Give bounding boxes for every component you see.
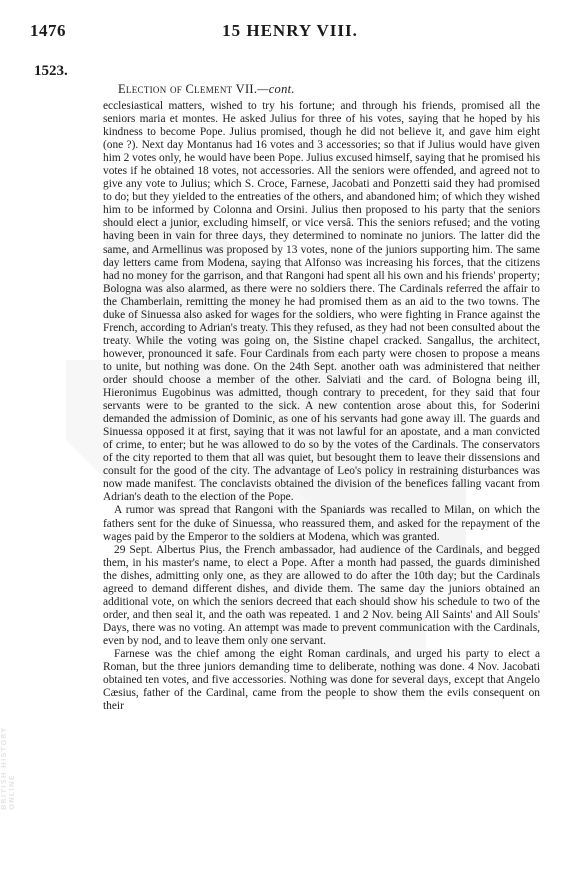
page-number: 1476 bbox=[30, 21, 66, 40]
paragraph: 29 Sept. Albertus Pius, the French ambassador, had audience of the Cardinals, and begged them, in his master's name, to elect a Pope. After a month had passed, the guards diminished the dishes, admitting only one, as they are allowed to do after the 10th day; but the Cardinals agreed to demand different dishes, and divide them. The same day the juniors obtained an additional vote, on which the seniors decreed that each should show his schedule to two of the order, and then seal it, and the oath was repeated. 1 and 2 Nov. being All Saints' and All Souls' Days, there was no voting. An attempt was made to prevent communication with the Cardinals, even by nod, and to leave them only one servant. bbox=[103, 543, 540, 647]
section-title-cont: —cont. bbox=[257, 82, 295, 96]
paragraph: A rumor was spread that Rangoni with the Spaniards was recalled to Milan, on which the fathers sent for the duke of Sinuessa, who reassured them, and asked for the repayment of the wages paid by the Emperor to the soldiers at Modena, which was granted. bbox=[103, 504, 540, 543]
paragraph-continuation: ecclesiastical matters, wished to try his fortune; and through his friends, promised all the seniors maria et montes. He asked Julius for three of his votes, saying that he hoped by his kindness to become Pope. Julius promised, though he did not believe it, and gave him eight (one ?). Next day Montanus had 16 votes and 3 accessories; so that if Julius would have given him 2 votes only, he would have been Pope. Julius excused himself, saying that he promised his votes if he obtained 18 votes, not accessories. All the seniors were offended, and agreed not to give any vote to Julius; which S. Croce, Farnese, Jacobati and Ponzetti said they had promised to do; but they yielded to the entreaties of the others, and abandoned him; of which they wished him to be informed by Colonna and Orsini. Julius then proposed to his party that the seniors should elect a junior, excluding himself, or vice versâ. This the seniors refused; and the voting having been in vain for three days, they determined to nominate no juniors. The latter did the same, and Armellinus was proposed by 13 votes, none of the juniors supporting him. The same day letters came from Modena, saying that Alfonso was increasing his forces, that the citizens had no money for the garrison, and that Rangoni had spent all his own and his friends' property; Bologna was also alarmed, as there were no soldiers there. The Cardinals referred the affair to the Chamberlain, remitting the money he had promised them as an aid to the two towns. The duke of Sinuessa also asked for wages for the soldiers, who were fighting in France against the French, according to Adrian's treaty. This they refused, as they had not been consulted about the treaty. While the voting was going on, the Sistine chapel cracked. Sangallus, the architect, however, pronounced it safe. Four Cardinals from each party were chosen to propose a means to unite, but nothing was done. On the 24th Sept. another oath was administered that neither order should choose a member of the other. Salviati and the card. of Bologna being ill, Hieronimus Eugobinus was admitted, though contrary to precedent, for they said that four servants were to be granted to the sick. A new contention arose about this, for Soderini demanded the admission of Dominic, as one of his servants had gone away ill. The guards and Sinuessa opposed it at first, saying that it was not lawful for an apostate, and a man convicted of crime, to enter; but he was allowed to do so by the votes of the Cardinals. The conservators of the city reported to them that all was quiet, but besought them to leave their dissensions and consult for the good of the city. The advantage of Leo's policy in restraining disturbances was now made manifest. The conclavists obtained the division of the benefices falling vacant from Adrian's death to the election of the Pope. bbox=[103, 100, 540, 504]
paragraph: Farnese was the chief among the eight Roman cardinals, and urged his party to elect a Roman, but the three juniors demanding time to deliberate, nothing was done. 4 Nov. Jacobati obtained ten votes, and five accessories. Nothing was done for several days, except that Angelo Cæsius, father of the Cardinal, came from the people to show them the evils consequent on their bbox=[103, 647, 540, 713]
running-head: 15 HENRY VIII. bbox=[222, 21, 358, 40]
margin-year: 1523. bbox=[34, 63, 68, 79]
body-text bbox=[103, 100, 540, 713]
section-title-text: Election of Clement VII. bbox=[118, 82, 258, 96]
side-stamp: BRITISH HISTORY ONLINE bbox=[0, 726, 16, 810]
page-header bbox=[30, 21, 550, 43]
section-title bbox=[118, 82, 295, 97]
